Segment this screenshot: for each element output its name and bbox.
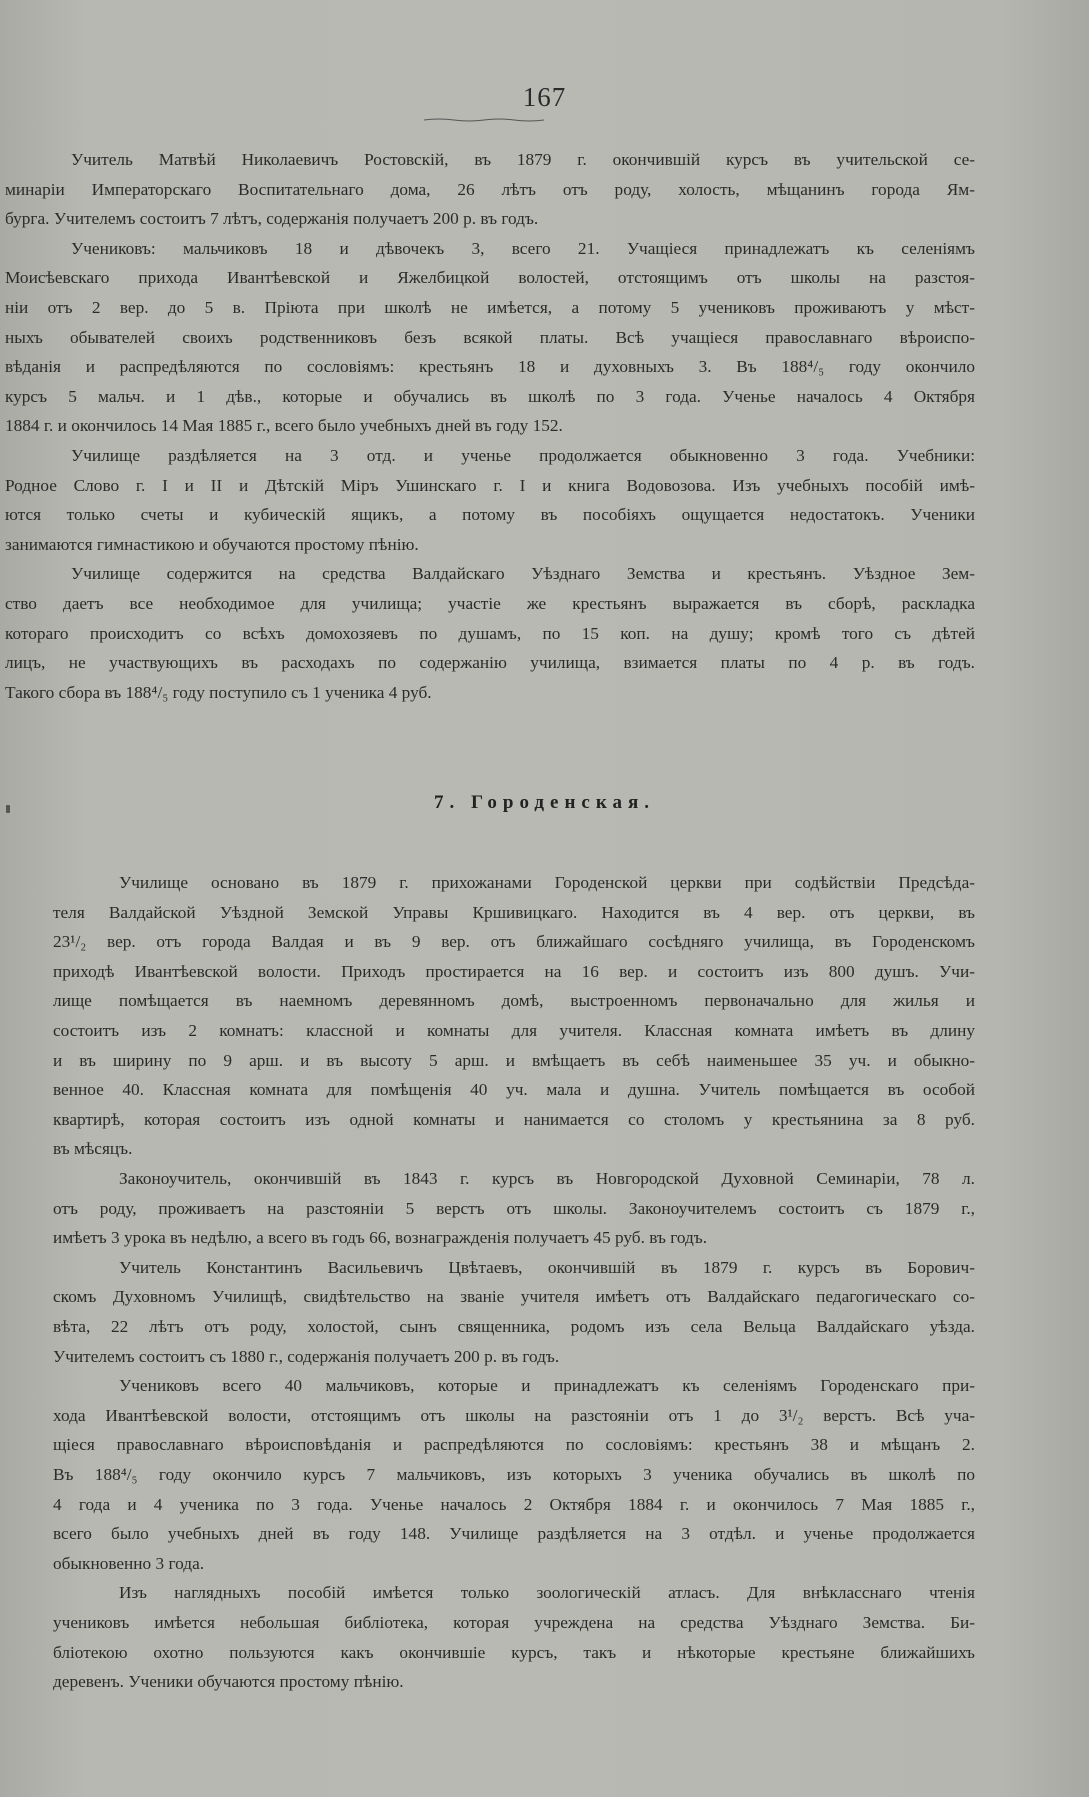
text-line: отъ роду, проживаетъ на разстояніи 5 верстъ отъ школы. Законоучителемъ состоитъ съ 1879 г., — [53, 1199, 975, 1218]
text-line: квартирѣ, которая состоитъ изъ одной комнаты и нанимается со столомъ у крестьянина за 8 руб. — [53, 1110, 975, 1129]
text-line: Учениковъ: мальчиковъ 18 и дѣвочекъ 3, всего 21. Учащіеся принадлежатъ къ селеніямъ — [71, 239, 975, 258]
text-line: теля Валдайской Уѣздной Земской Управы Кршивицкаго. Находится въ 4 вер. отъ церкви, въ — [53, 903, 975, 922]
text-line: 1884 г. и окончилось 14 Мая 1885 г., всего было учебныхъ дней въ году 152. — [5, 416, 563, 435]
text-line: вѣта, 22 лѣтъ отъ роду, холостой, сынъ священника, родомъ изъ села Вельца Валдайскаго уѣзда. — [53, 1317, 975, 1336]
text-line: деревенъ. Ученики обучаются простому пѣнію. — [53, 1672, 404, 1691]
text-line: Законоучитель, окончившій въ 1843 г. курсъ въ Новгородской Духовной Семинаріи, 78 л. — [119, 1169, 975, 1188]
text-line: лище помѣщается въ наемномъ деревянномъ домѣ, выстроенномъ первоначально для жилья и — [53, 991, 975, 1010]
text-line: Родное Слово г. I и II и Дѣтскій Міръ Ушинскаго г. I и книга Водовозова. Изъ учебныхъ пособій имѣ- — [5, 476, 975, 495]
text-line: состоитъ изъ 2 комнатъ: классной и комнаты для учителя. Классная комната имѣетъ въ длину — [53, 1021, 975, 1040]
text-line: щіеся православнаго вѣроисповѣданія и распредѣляются по сословіямъ: крестьянъ 38 и мѣщанъ 2. — [53, 1435, 975, 1454]
text-line: скомъ Духовномъ Училищѣ, свидѣтельство на званіе учителя имѣетъ отъ Валдайскаго педагогическаго со- — [53, 1287, 975, 1306]
text-line: имѣетъ 3 урока въ недѣлю, а всего въ годъ 66, вознагражденія получаетъ 45 руб. въ годъ. — [53, 1228, 708, 1247]
text-line: Въ 188⁴/₅ году окончило курсъ 7 мальчиковъ, изъ которыхъ 3 ученика обучались въ школѣ по — [53, 1465, 975, 1484]
text-line: венное 40. Классная комната для помѣщенія 40 уч. мала и душна. Учитель помѣщается въ особой — [53, 1080, 975, 1099]
text-line: курсъ 5 мальч. и 1 дѣв., которые и обучались въ школѣ по 3 года. Ученье началось 4 Октября — [5, 387, 975, 406]
section-heading-gorodenskaya: 7. Городенская. — [433, 792, 656, 813]
text-line: котораго происходитъ со всѣхъ домохозяевъ по душамъ, по 15 коп. на душу; кромѣ того съ дѣтей — [5, 624, 975, 643]
text-line: лицъ, не участвующихъ въ расходахъ по содержанію училища, взимается платы по 4 р. въ годъ. — [5, 653, 975, 672]
text-line: занимаются гимнастикою и обучаются простому пѣнію. — [5, 535, 419, 554]
text-line: бліотекою охотно пользуются какъ окончившіе курсъ, такъ и нѣкоторые крестьяне ближайшихъ — [53, 1643, 975, 1662]
text-line: всего было учебныхъ дней въ году 148. Училище раздѣляется на 3 отдѣл. и ученье продолжается — [53, 1524, 975, 1543]
text-line: 23¹/₂ вер. отъ города Валдая и въ 9 вер. отъ ближайшаго сосѣдняго училища, въ Городенскомъ — [53, 932, 975, 951]
text-line: въ мѣсяцъ. — [53, 1139, 133, 1158]
text-line: Училище содержится на средства Валдайскаго Уѣзднаго Земства и крестьянъ. Уѣздное Зем- — [71, 564, 975, 583]
text-line: и въ ширину по 9 арш. и въ высоту 5 арш. и вмѣщаетъ въ себѣ наименьшее 35 уч. и обыкно- — [53, 1051, 975, 1070]
text-line: Училище раздѣляется на 3 отд. и ученье продолжается обыкновенно 3 года. Учебники: — [71, 446, 975, 465]
text-line: ство даетъ все необходимое для училища; участіе же крестьянъ выражается въ сборѣ, раскладка — [5, 594, 975, 613]
text-line: Изъ наглядныхъ пособій имѣется только зоологическій атласъ. Для внѣкласснаго чтенія — [119, 1583, 975, 1602]
text-line: учениковъ имѣется небольшая библіотека, которая учреждена на средства Уѣзднаго Земства. Би- — [53, 1613, 975, 1632]
text-line: Училище основано въ 1879 г. прихожанами Городенской церкви при содѣйствіи Предсѣда- — [119, 873, 975, 892]
text-line: ніи отъ 2 вер. до 5 в. Пріюта при школѣ не имѣется, а потому 5 учениковъ проживаютъ у мѣст- — [5, 298, 975, 317]
text-line: вѣданія и распредѣляются по сословіямъ: крестьянъ 18 и духовныхъ 3. Въ 188⁴/₅ году окончило — [5, 357, 975, 376]
page-number: 167 — [522, 82, 567, 112]
text-line: минаріи Императорскаго Воспитательнаго дома, 26 лѣтъ отъ роду, холость, мѣщанинъ города Ям- — [5, 180, 975, 199]
text-line: приходѣ Ивантѣевской волости. Приходъ простирается на 16 вер. и состоитъ изъ 800 душъ. Учи- — [53, 962, 975, 981]
text-line: Такого сбора въ 188⁴/₅ году поступило съ 1 ученика 4 руб. — [5, 683, 432, 702]
text-line: хода Ивантѣевской волости, отстоящимъ отъ школы на разстояніи отъ 1 до 3¹/₂ верстъ. Всѣ уча- — [53, 1406, 975, 1425]
text-line: ются только счеты и кубическій ящикъ, а потому въ пособіяхъ ощущается недостатокъ. Ученики — [5, 505, 975, 524]
text-line: бурга. Учителемъ состоитъ 7 лѣтъ, содержанія получаетъ 200 р. въ годъ. — [5, 209, 539, 228]
text-line: обыкновенно 3 года. — [53, 1554, 205, 1573]
text-line: Учителемъ состоитъ съ 1880 г., содержанія получаетъ 200 р. въ годъ. — [53, 1347, 560, 1366]
text-line: Учитель Матвѣй Николаевичъ Ростовскій, въ 1879 г. окончившій курсъ въ учительской се- — [71, 150, 975, 169]
text-line: ныхъ обывателей своихъ родственниковъ безъ всякой платы. Всѣ учащіеся православнаго вѣроиспо- — [5, 328, 975, 347]
text-line: 4 года и 4 ученика по 3 года. Ученье началось 2 Октября 1884 г. и окончилось 7 Мая 1885 г., — [53, 1495, 975, 1514]
page-number-underline — [424, 118, 544, 122]
text-line: Учитель Константинъ Васильевичъ Цвѣтаевъ, окончившій въ 1879 г. курсъ въ Борович- — [119, 1258, 975, 1277]
text-line: Моисѣевскаго прихода Ивантѣевской и Яжелбицкой волостей, отстоящимъ отъ школы на разстоя- — [5, 268, 975, 287]
text-line: Учениковъ всего 40 мальчиковъ, которые и принадлежатъ къ селеніямъ Городенскаго при- — [119, 1376, 975, 1395]
